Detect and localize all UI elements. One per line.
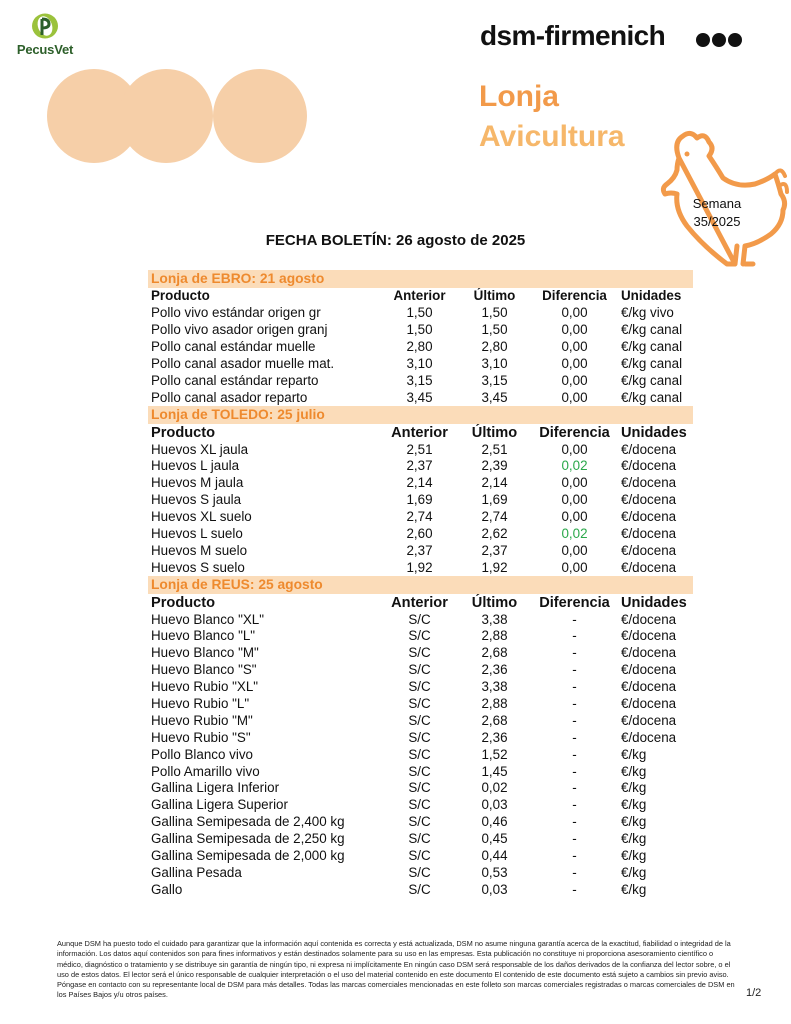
last-price-cell: 2,51 <box>481 441 508 457</box>
table-row <box>148 645 693 662</box>
table-row <box>148 729 693 746</box>
table-row <box>148 492 693 509</box>
difference-cell: - <box>572 662 577 678</box>
product-header: Producto <box>151 288 210 304</box>
decorative-circle <box>119 69 213 163</box>
table-row <box>148 865 693 882</box>
previous-price-cell: 3,10 <box>406 356 433 371</box>
pecusvet-logo <box>10 12 80 57</box>
previous-price-cell: 2,60 <box>406 526 433 542</box>
difference-cell: - <box>572 645 577 661</box>
product-header: Producto <box>151 594 216 611</box>
table-row <box>148 372 693 389</box>
previous-price-cell: 1,92 <box>406 559 433 575</box>
last-price-cell: 1,92 <box>481 559 508 575</box>
unit-cell: €/kg vivo <box>621 305 674 321</box>
difference-cell: - <box>572 729 577 745</box>
previous-price-cell: 3,45 <box>406 389 433 405</box>
section-header <box>148 270 693 288</box>
product-cell: Huevos L suelo <box>151 526 243 542</box>
last-price-cell: 2,36 <box>481 662 508 678</box>
difference-cell: 0,00 <box>561 356 588 371</box>
unit-cell: €/docena <box>621 729 677 745</box>
last-price-cell: 1,50 <box>481 305 508 321</box>
page-subtitle: Avicultura <box>479 120 625 153</box>
table-row <box>148 356 693 373</box>
product-cell: Huevos L jaula <box>151 458 240 474</box>
product-cell: Gallina Semipesada de 2,400 kg <box>151 814 345 830</box>
table-row <box>148 797 693 814</box>
last-price-cell: 0,03 <box>481 797 508 813</box>
last-price-cell: 2,68 <box>481 712 508 728</box>
difference-cell: - <box>572 848 577 864</box>
difference-cell: - <box>572 814 577 830</box>
product-cell: Huevos XL jaula <box>151 441 249 457</box>
last-price-cell: 0,02 <box>481 780 508 796</box>
previous-price-cell: S/C <box>408 628 431 644</box>
unit-cell: €/docena <box>621 441 677 457</box>
product-cell: Huevo Blanco "S" <box>151 662 257 678</box>
difference-cell: 0,00 <box>561 441 588 457</box>
difference-cell: 0,00 <box>561 305 588 321</box>
unit-cell: €/kg <box>621 864 647 880</box>
product-cell: Gallina Pesada <box>151 864 242 880</box>
last-price-cell: 2,80 <box>481 339 508 355</box>
last-price-cell: 3,45 <box>481 389 508 405</box>
difference-cell: 0,02 <box>561 458 588 474</box>
table-row <box>148 881 693 898</box>
difference-cell: 0,00 <box>561 322 588 338</box>
product-cell: Huevo Rubio "XL" <box>151 679 259 695</box>
last-price-cell: 1,45 <box>481 763 508 779</box>
product-cell: Pollo canal estándar muelle <box>151 339 316 355</box>
unit-cell: €/kg canal <box>621 389 683 405</box>
unit-cell: €/docena <box>621 559 677 575</box>
difference-header: Diferencia <box>539 424 610 441</box>
previous-price-cell: S/C <box>408 797 431 813</box>
product-cell: Pollo canal estándar reparto <box>151 372 319 388</box>
legal-disclaimer: Aunque DSM ha puesto todo el cuidado para garantizar que la información aquí contenida es correcta y está actualizada, DSM no asume ninguna garantía acerca de la exactitud, fiabilidad o integridad de la información. Los datos aquí contenidos son para fines informativos y están destinados solamente para su uso en las empresas. Esta publicación no constituye ni proporciona asesoramiento científico o médico, diagnóstico o tratamiento y se distribuye sin garantía de ningún tipo, ni expresa ni implícitamente En ningún caso DSM será responsable de los daños derivados de la confianza del lector sobre, o el uso de estos datos. El lector será el único responsable de cualquier interpretación o el uso del material contenido en este documento El contenido de este documento está sujeto a cambios sin previo aviso. Póngase en contacto con su representante local de DSM para más detalles. Todas las marcas comerciales mencionadas en este folleto son marcas comerciales registradas o marcas comerciales de DSM en los Países Bajos y/u otros países. <box>57 939 735 1000</box>
difference-cell: 0,00 <box>561 509 588 525</box>
product-cell: Huevo Rubio "M" <box>151 712 253 728</box>
product-cell: Pollo vivo estándar origen gr <box>151 305 321 321</box>
unit-cell: €/kg <box>621 763 647 779</box>
difference-cell: - <box>572 831 577 847</box>
last-price-cell: 2,62 <box>481 526 508 542</box>
product-cell: Gallina Semipesada de 2,000 kg <box>151 848 345 864</box>
difference-cell: - <box>572 611 577 627</box>
difference-cell: - <box>572 763 577 779</box>
previous-price-cell: S/C <box>408 848 431 864</box>
table-row <box>148 848 693 865</box>
unit-cell: €/kg <box>621 814 647 830</box>
last-price-cell: 0,03 <box>481 881 508 897</box>
last-header: Último <box>471 424 518 441</box>
table-row <box>148 542 693 559</box>
column-header-row <box>148 288 693 305</box>
table-row <box>148 831 693 848</box>
unit-cell: €/docena <box>621 679 677 695</box>
unit-cell: €/kg canal <box>621 339 683 355</box>
unit-cell: €/kg <box>621 881 647 897</box>
last-price-cell: 2,74 <box>481 509 508 525</box>
last-price-cell: 1,69 <box>481 492 508 508</box>
difference-cell: 0,02 <box>561 526 588 542</box>
brand-name: dsm-firmenich <box>480 20 666 51</box>
previous-price-cell: S/C <box>408 763 431 779</box>
difference-cell: 0,00 <box>561 559 588 575</box>
price-table-body <box>148 270 693 898</box>
difference-cell: - <box>572 746 577 762</box>
product-cell: Gallo <box>151 881 183 897</box>
last-price-cell: 3,38 <box>481 679 508 695</box>
last-price-cell: 0,46 <box>481 814 508 830</box>
previous-price-cell: S/C <box>408 780 431 796</box>
unit-cell: €/kg <box>621 780 647 796</box>
previous-price-cell: S/C <box>408 679 431 695</box>
previous-price-cell: S/C <box>408 746 431 762</box>
difference-cell: - <box>572 864 577 880</box>
table-row <box>148 509 693 526</box>
pecusvet-logo-text: PecusVet <box>16 42 74 57</box>
page-number: 1/2 <box>746 987 762 999</box>
previous-header: Anterior <box>391 594 448 611</box>
unit-cell: €/docena <box>621 492 677 508</box>
previous-price-cell: 2,74 <box>406 509 433 525</box>
week-label <box>681 195 753 231</box>
last-price-cell: 2,88 <box>481 628 508 644</box>
product-header: Producto <box>151 424 216 441</box>
table-row <box>148 322 693 339</box>
previous-price-cell: S/C <box>408 611 431 627</box>
product-cell: Pollo vivo asador origen granj <box>151 322 328 338</box>
previous-price-cell: 3,15 <box>406 372 433 388</box>
product-cell: Huevo Rubio "S" <box>151 729 251 745</box>
difference-header: Diferencia <box>542 288 607 304</box>
difference-cell: - <box>572 780 577 796</box>
unit-cell: €/docena <box>621 526 677 542</box>
difference-cell: - <box>572 696 577 712</box>
last-price-cell: 0,53 <box>481 864 508 880</box>
table-row <box>148 339 693 356</box>
section-title: Lonja de REUS: 25 agosto <box>148 576 693 594</box>
section-title: Lonja de EBRO: 21 agosto <box>148 270 693 288</box>
table-row <box>148 780 693 797</box>
last-price-cell: 1,52 <box>481 746 508 762</box>
previous-price-cell: S/C <box>408 831 431 847</box>
previous-price-cell: 2,80 <box>406 339 433 355</box>
product-cell: Huevo Blanco "L" <box>151 628 256 644</box>
table-row <box>148 662 693 679</box>
section-header <box>148 406 693 424</box>
previous-header: Anterior <box>391 424 448 441</box>
previous-price-cell: S/C <box>408 881 431 897</box>
unit-cell: €/docena <box>621 712 677 728</box>
decorative-circle <box>213 69 307 163</box>
decorative-circles <box>47 69 307 169</box>
table-row <box>148 441 693 458</box>
unit-cell: €/kg canal <box>621 372 683 388</box>
difference-cell: - <box>572 628 577 644</box>
previous-price-cell: S/C <box>408 696 431 712</box>
difference-header: Diferencia <box>539 594 610 611</box>
table-row <box>148 389 693 406</box>
last-price-cell: 0,44 <box>481 848 508 864</box>
difference-cell: 0,00 <box>561 542 588 558</box>
section-title: Lonja de TOLEDO: 25 julio <box>148 406 693 424</box>
product-cell: Huevo Rubio "L" <box>151 696 250 712</box>
product-cell: Gallina Ligera Superior <box>151 797 288 813</box>
unit-cell: €/docena <box>621 645 677 661</box>
product-cell: Pollo canal asador muelle mat. <box>151 356 335 371</box>
previous-price-cell: 2,37 <box>406 458 433 474</box>
difference-cell: - <box>572 881 577 897</box>
brand-dots-icon <box>696 33 744 52</box>
table-row <box>148 559 693 576</box>
last-price-cell: 2,14 <box>481 475 508 491</box>
previous-price-cell: 1,69 <box>406 492 433 508</box>
product-cell: Huevos S suelo <box>151 559 245 575</box>
table-row <box>148 712 693 729</box>
unit-cell: €/docena <box>621 458 677 474</box>
table-row <box>148 458 693 475</box>
previous-price-cell: 1,50 <box>406 322 433 338</box>
unit-cell: €/docena <box>621 475 677 491</box>
last-price-cell: 0,45 <box>481 831 508 847</box>
unit-cell: €/docena <box>621 696 677 712</box>
product-cell: Huevo Blanco "M" <box>151 645 259 661</box>
page-title: Lonja <box>479 80 559 113</box>
difference-cell: - <box>572 679 577 695</box>
week-label-text: Semana <box>692 196 742 211</box>
week-value: 35/2025 <box>693 214 741 229</box>
product-cell: Gallina Semipesada de 2,250 kg <box>151 831 345 847</box>
table-row <box>148 814 693 831</box>
unit-cell: €/docena <box>621 509 677 525</box>
unit-header: Unidades <box>621 424 687 441</box>
last-header: Último <box>471 594 518 611</box>
difference-cell: 0,00 <box>561 372 588 388</box>
product-cell: Huevos S jaula <box>151 492 242 508</box>
difference-cell: 0,00 <box>561 492 588 508</box>
table-row <box>148 628 693 645</box>
bulletin-date: FECHA BOLETÍN: 26 agosto de 2025 <box>265 232 526 249</box>
column-header-row <box>148 594 693 611</box>
table-row <box>148 475 693 492</box>
last-price-cell: 3,15 <box>481 372 508 388</box>
last-price-cell: 2,68 <box>481 645 508 661</box>
product-cell: Huevos XL suelo <box>151 509 252 525</box>
previous-price-cell: S/C <box>408 729 431 745</box>
product-cell: Huevo Blanco "XL" <box>151 611 264 627</box>
last-price-cell: 2,88 <box>481 696 508 712</box>
table-row <box>148 746 693 763</box>
section-header <box>148 576 693 594</box>
last-price-cell: 1,50 <box>481 322 508 338</box>
previous-price-cell: S/C <box>408 864 431 880</box>
previous-price-cell: 1,50 <box>406 305 433 321</box>
last-price-cell: 3,10 <box>481 356 508 371</box>
price-table <box>148 270 693 898</box>
table-row <box>148 305 693 322</box>
product-cell: Pollo Amarillo vivo <box>151 763 260 779</box>
product-cell: Pollo canal asador reparto <box>151 389 308 405</box>
table-row <box>148 696 693 713</box>
previous-price-cell: S/C <box>408 712 431 728</box>
unit-cell: €/kg canal <box>621 356 683 371</box>
unit-cell: €/kg <box>621 797 647 813</box>
unit-header: Unidades <box>621 288 682 304</box>
previous-price-cell: S/C <box>408 814 431 830</box>
unit-cell: €/docena <box>621 611 677 627</box>
product-cell: Gallina Ligera Inferior <box>151 780 280 796</box>
last-header: Último <box>473 288 516 304</box>
unit-cell: €/docena <box>621 662 677 678</box>
previous-price-cell: S/C <box>408 662 431 678</box>
difference-cell: 0,00 <box>561 339 588 355</box>
table-row <box>148 526 693 543</box>
difference-cell: 0,00 <box>561 475 588 491</box>
difference-cell: 0,00 <box>561 389 588 405</box>
unit-cell: €/docena <box>621 542 677 558</box>
last-price-cell: 2,39 <box>481 458 508 474</box>
previous-price-cell: 2,37 <box>406 542 433 558</box>
pecusvet-leaf-icon <box>30 12 60 40</box>
previous-price-cell: 2,51 <box>406 441 433 457</box>
unit-cell: €/kg <box>621 848 647 864</box>
table-row <box>148 611 693 628</box>
product-cell: Huevos M jaula <box>151 475 244 491</box>
previous-price-cell: 2,14 <box>406 475 433 491</box>
unit-cell: €/kg canal <box>621 322 683 338</box>
table-row <box>148 679 693 696</box>
unit-cell: €/kg <box>621 746 647 762</box>
product-cell: Huevos M suelo <box>151 542 248 558</box>
difference-cell: - <box>572 797 577 813</box>
difference-cell: - <box>572 712 577 728</box>
table-row <box>148 763 693 780</box>
unit-header: Unidades <box>621 594 687 611</box>
unit-cell: €/kg <box>621 831 647 847</box>
last-price-cell: 2,37 <box>481 542 508 558</box>
last-price-cell: 3,38 <box>481 611 508 627</box>
last-price-cell: 2,36 <box>481 729 508 745</box>
previous-header: Anterior <box>393 288 446 304</box>
unit-cell: €/docena <box>621 628 677 644</box>
product-cell: Pollo Blanco vivo <box>151 746 253 762</box>
column-header-row <box>148 424 693 441</box>
previous-price-cell: S/C <box>408 645 431 661</box>
